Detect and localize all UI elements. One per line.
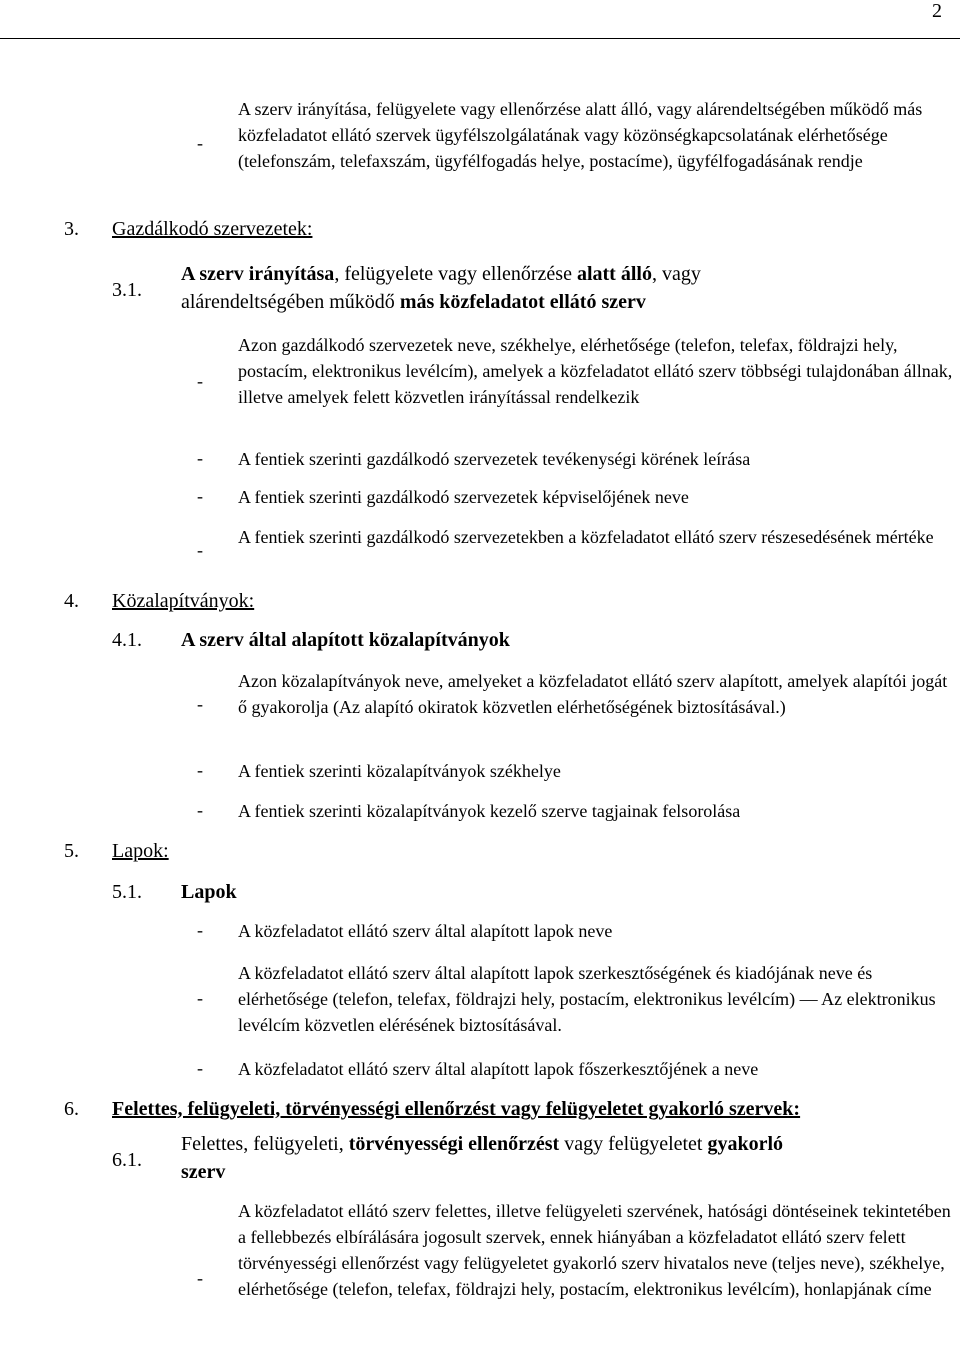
subsection-number: 3.1. — [112, 279, 142, 301]
title-text: , felügyelete vagy ellenőrzése — [334, 263, 577, 285]
bullet-dash: - — [197, 486, 203, 506]
section-title: Felettes, felügyeleti, törvényességi ellenőrzést vagy felügyeletet gyakorló szervek: — [112, 1098, 801, 1120]
title-bold: más közfeladatot ellátó szerv — [399, 291, 646, 313]
page-number: 2 — [932, 0, 942, 22]
section-number: 4. — [64, 590, 79, 612]
subsection-title: A szerv által alapított közalapítványok — [181, 629, 510, 651]
section-number: 5. — [64, 840, 79, 862]
list-item: A közfeladatot ellátó szerv által alapított lapok neve — [238, 921, 613, 941]
list-item: A közfeladatot ellátó szerv felettes, illetve felügyeleti szervének, hatósági döntéseinek tekintetében a fellebbezés elbírálására jogosult szervek, ennek hiányában a közfeladatot ellátó szerv felett törvényességi ellenőrzést vagy felügyeletet gyakorló szerv hivatalos neve (teljes neve), székhelye, elérhetősége (telefon, telefax, földrajzi hely, postacím, elektronikus levélcím), honlapjának címe — [238, 1201, 951, 1299]
subsection-title: Lapok — [181, 881, 237, 903]
bullet-dash: - — [197, 540, 203, 560]
header-rule — [0, 38, 960, 39]
title-text: alárendeltségében működő — [181, 291, 400, 313]
list-item: Azon gazdálkodó szervezetek neve, székhelye, elérhetősége (telefon, telefax, földrajzi hely, postacím, elektronikus levélcím), amelyek a közfeladatot ellátó szerv többségi tulajdonában állnak, illetve amelyek felett közvetlen irányítással rendelkezik — [238, 335, 953, 407]
list-item: A közfeladatot ellátó szerv által alapított lapok főszerkesztőjének a neve — [238, 1059, 759, 1079]
list-item: A fentiek szerinti gazdálkodó szervezetekben a közfeladatot ellátó szerv részesedésének mértéke — [238, 527, 934, 547]
bullet-dash: - — [197, 371, 203, 391]
bullet-dash: - — [197, 448, 203, 468]
title-bold: A szerv irányítása — [181, 263, 335, 285]
subsection-number: 6.1. — [112, 1149, 142, 1171]
list-item: A fentiek szerinti közalapítványok székhelye — [238, 761, 561, 781]
list-item: A közfeladatot ellátó szerv által alapított lapok szerkesztőségének és kiadójának neve és elérhetősége (telefon, telefax, földrajzi hely, postacím, elektronikus levélcím) ― Az elektronikus levélcím közvetlen elérésének biztosításával. — [238, 963, 936, 1035]
section-number: 3. — [64, 218, 79, 240]
section-title: Lapok: — [112, 840, 169, 862]
title-bold: alatt álló — [576, 263, 652, 285]
bullet-dash: - — [197, 760, 203, 780]
bullet-dash: - — [197, 920, 203, 940]
title-bold: szerv — [181, 1161, 226, 1183]
bullet-dash: - — [197, 1268, 203, 1288]
bullet-dash: - — [197, 133, 203, 153]
bullet-dash: - — [197, 800, 203, 820]
title-text: Felettes, felügyeleti, — [181, 1133, 349, 1155]
list-item: A fentiek szerinti gazdálkodó szervezetek tevékenységi körének leírása — [238, 449, 751, 469]
title-text: vagy felügyeletet — [559, 1133, 708, 1155]
subsection-title — [181, 1130, 941, 1186]
subsection-number: 5.1. — [112, 881, 142, 903]
subsection-number: 4.1. — [112, 629, 142, 651]
list-item: Azon közalapítványok neve, amelyeket a közfeladatot ellátó szerv alapított, amelyek alapítói jogát ő gyakorolja (Az alapító okiratok közvetlen elérhetőségének biztosításával.) — [238, 671, 948, 717]
title-bold: gyakorló — [707, 1133, 784, 1155]
title-bold: törvényességi ellenőrzést — [348, 1133, 560, 1155]
section-title: Közalapítványok: — [112, 590, 255, 612]
title-text: , vagy — [651, 263, 701, 285]
list-item: A fentiek szerinti gazdálkodó szervezetek képviselőjének neve — [238, 487, 689, 507]
list-item: A szerv irányítása, felügyelete vagy ellenőrzése alatt álló, vagy alárendeltségében működő más közfeladatot ellátó szervek ügyfélszolgálatának vagy közönségkapcsolatának elérhetősége (telefonszám, telefaxszám, ügyfélfogadás helye, postacíme), ügyfélfogadásának rendje — [238, 99, 923, 171]
subsection-title — [181, 260, 941, 316]
list-item: A fentiek szerinti közalapítványok kezelő szerve tagjainak felsorolása — [238, 801, 741, 821]
bullet-dash: - — [197, 988, 203, 1008]
section-number: 6. — [64, 1098, 79, 1120]
bullet-dash: - — [197, 1058, 203, 1078]
bullet-dash: - — [197, 694, 203, 714]
section-title: Gazdálkodó szervezetek: — [112, 218, 313, 240]
